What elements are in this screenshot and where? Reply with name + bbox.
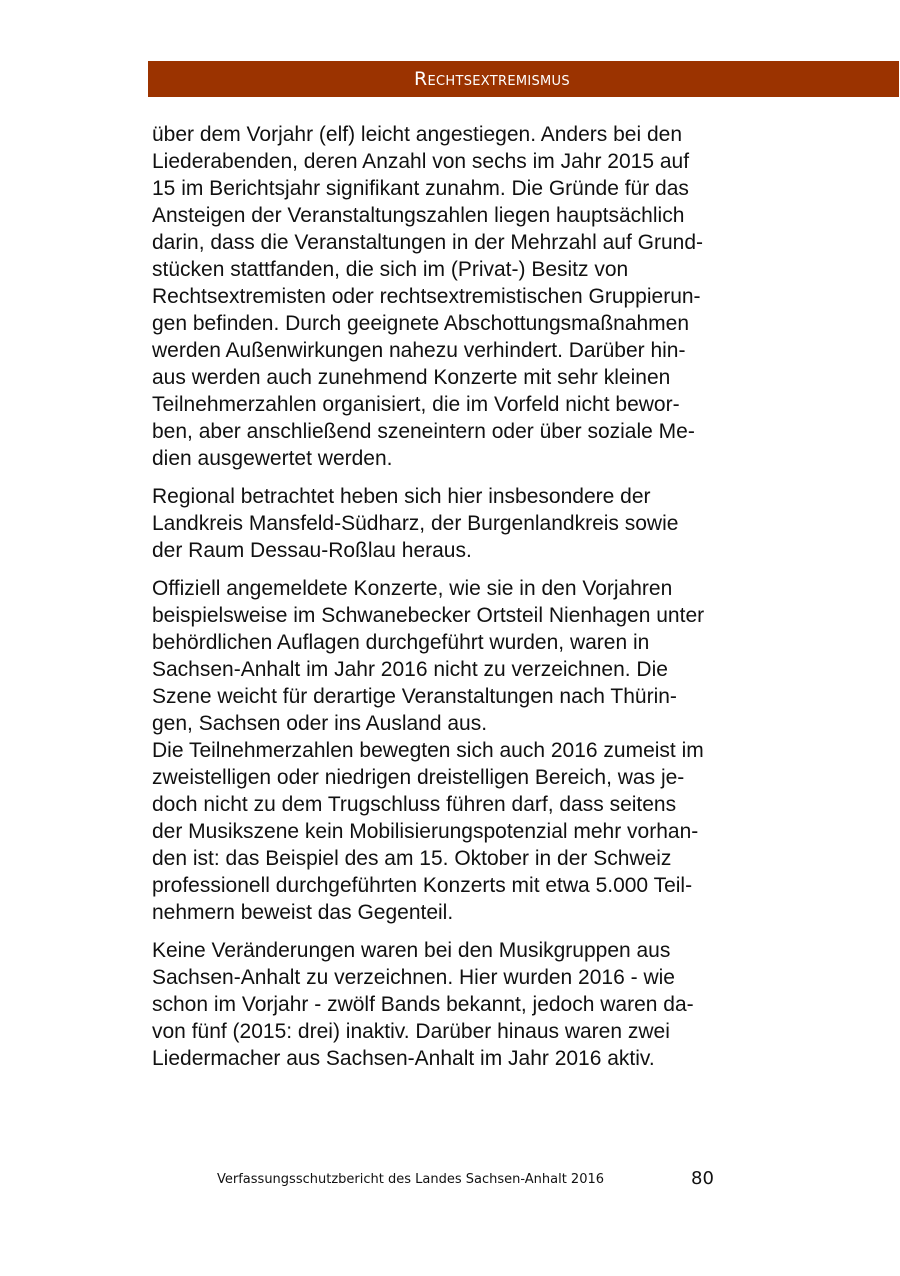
paragraph-4: Die Teilnehmerzahlen bewegten sich auch 2016 zumeist im zweistelligen oder niedrigen dreistelligen Bereich, was je- doch nicht zu dem Trugschluss führen darf, dass seitens der Musikszene kein Mobilisierungspotenzial mehr vorhan- den ist: das Beispiel des am 15. Oktober in der Schweiz professionell durchgeführten Konzerts mit etwa 5.000 Teil- nehmern beweist das Gegenteil. — [152, 739, 704, 924]
footer-report-title: Verfassungsschutzbericht des Landes Sachsen-Anhalt 2016 — [217, 1172, 605, 1187]
paragraph-3: Offiziell angemeldete Konzerte, wie sie in den Vorjahren beispielsweise im Schwanebecker Ortsteil Nienhagen unter behördlichen Auflagen durchgeführt wurden, waren in Sachsen-Anhalt im Jahr 2016 nicht zu verzeichnen. Die Szene weicht für derartige Veranstaltungen nach Thürin- gen, Sachsen oder ins Ausland aus. — [152, 577, 705, 735]
section-header-title: Rechtsextremismus — [414, 68, 570, 90]
document-body — [152, 121, 792, 1072]
section-header-bar — [148, 61, 899, 97]
paragraph-5: Keine Veränderungen waren bei den Musikgruppen aus Sachsen-Anhalt zu verzeichnen. Hier wurden 2016 - wie schon im Vorjahr - zwölf Bands bekannt, jedoch waren da- von fünf (2015: drei) inaktiv. Darüber hinaus waren zwei Liedermacher aus Sachsen-Anhalt im Jahr 2016 aktiv. — [152, 939, 694, 1070]
paragraph-1: über dem Vorjahr (elf) leicht angestiegen. Anders bei den Liederabenden, deren Anzahl von sechs im Jahr 2015 auf 15 im Berichtsjahr signifikant zunahm. Die Gründe für das Ansteigen der Veranstaltungszahlen liegen hauptsächlich darin, dass die Veranstaltungen in der Mehrzahl auf Grund- stücken stattfanden, die sich im (Privat-) Besitz von Rechtsextremisten oder rechtsextremistischen Gruppierun- gen befinden. Durch geeignete Abschottungsmaßnahmen werden Außenwirkungen nahezu verhindert. Darüber hin- aus werden auch zunehmend Konzerte mit sehr kleinen Teilnehmerzahlen organisiert, die im Vorfeld nicht bewor- ben, aber anschließend szeneintern oder über soziale Me- dien ausgewertet werden. — [152, 123, 703, 470]
page-number: 80 — [691, 1168, 714, 1189]
paragraph-2: Regional betrachtet heben sich hier insbesondere der Landkreis Mansfeld-Südharz, der Burgenlandkreis sowie der Raum Dessau-Roßlau heraus. — [152, 485, 679, 562]
